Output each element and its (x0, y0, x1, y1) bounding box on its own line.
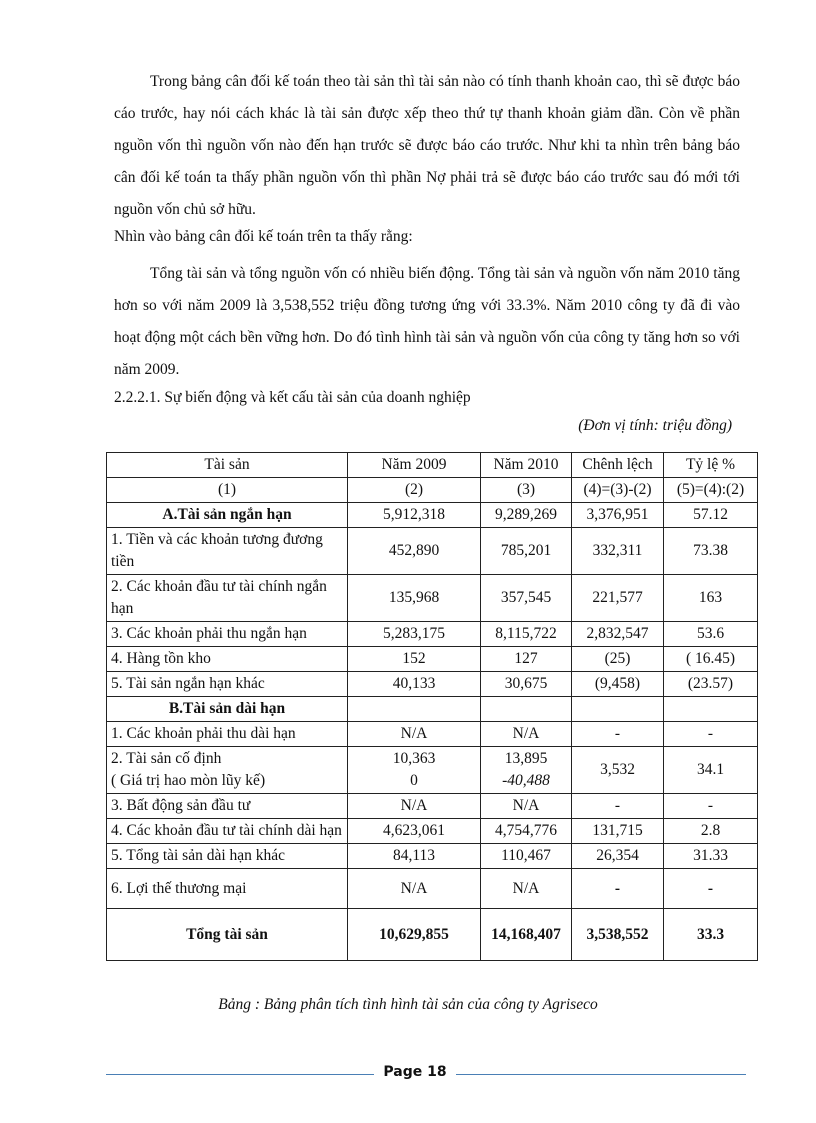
row-label: 3. Bất động sản đầu tư (107, 794, 348, 819)
subheader-cell: (3) (481, 478, 572, 503)
header-cell: Tỷ lệ % (664, 453, 758, 478)
row-label: 5. Tài sản ngắn hạn khác (107, 672, 348, 697)
cell-line: 13,895 (504, 750, 548, 767)
table-cell: 221,577 (572, 575, 664, 622)
table-cell: 3,538,552 (572, 909, 664, 961)
row-label: 1. Các khoản phải thu dài hạn (107, 722, 348, 747)
row-label: 1. Tiền và các khoản tương đương tiền (107, 528, 348, 575)
table-cell: N/A (348, 794, 481, 819)
section-heading: 2.2.2.1. Sự biến động và kết cấu tài sản của doanh nghiệp (114, 389, 471, 406)
header-cell: Năm 2009 (348, 453, 481, 478)
table-caption: Bảng : Bảng phân tích tình hình tài sản của công ty Agriseco (218, 996, 598, 1013)
table-cell: N/A (348, 869, 481, 909)
table-cell: 31.33 (664, 844, 758, 869)
table-row (107, 747, 758, 794)
cell-line: 10,363 (392, 750, 436, 767)
table-cell: (25) (572, 647, 664, 672)
subheader-cell: (4)=(3)-(2) (572, 478, 664, 503)
table-cell: 135,968 (348, 575, 481, 622)
table-row (107, 528, 758, 575)
row-label: A.Tài sản ngắn hạn (107, 503, 348, 528)
table-cell: 26,354 (572, 844, 664, 869)
row-label: 4. Các khoản đầu tư tài chính dài hạn (107, 819, 348, 844)
table-cell: (9,458) (572, 672, 664, 697)
table-cell (481, 747, 572, 794)
table-cell: 3,532 (572, 747, 664, 794)
table-subheader-row (107, 478, 758, 503)
table-header-row (107, 453, 758, 478)
table-cell: 5,283,175 (348, 622, 481, 647)
row-label-line: ( Giá trị hao mòn lũy kế) (111, 772, 266, 789)
table-cell: 3,376,951 (572, 503, 664, 528)
table-cell: N/A (481, 794, 572, 819)
table-cell: - (664, 869, 758, 909)
table-cell: 9,289,269 (481, 503, 572, 528)
row-label: 3. Các khoản phải thu ngắn hạn (107, 622, 348, 647)
table-cell: 5,912,318 (348, 503, 481, 528)
unit-note: (Đơn vị tính: triệu đồng) (578, 417, 732, 434)
table-cell: 34.1 (664, 747, 758, 794)
table-cell: 2.8 (664, 819, 758, 844)
table-cell: 2,832,547 (572, 622, 664, 647)
table-row (107, 575, 758, 622)
table-row (107, 819, 758, 844)
paragraph-liquidity-order: Trong bảng cân đối kế toán theo tài sản thì tài sản nào có tính thanh khoản cao, thì sẽ được báo cáo trước, hay nói cách khác là tài sản được xếp theo thứ tự thanh khoản giảm dần. Còn về phần nguồn vốn thì nguồn vốn nào đến hạn trước sẽ được báo cáo trước. Như khi ta nhìn trên bảng báo cân đối kế toán ta thấy phần nguồn vốn thì phần Nợ phải trả sẽ được báo cáo trước sau đó mới tới nguồn vốn chủ sở hữu. (114, 73, 740, 218)
subheader-cell: (1) (107, 478, 348, 503)
table-cell: 110,467 (481, 844, 572, 869)
table-cell: - (572, 794, 664, 819)
row-label: B.Tài sản dài hạn (107, 697, 348, 722)
row-label: 2. Các khoản đầu tư tài chính ngắn hạn (107, 575, 348, 622)
table-cell: 73.38 (664, 528, 758, 575)
table-cell: 84,113 (348, 844, 481, 869)
table-row (107, 722, 758, 747)
table-cell (348, 697, 481, 722)
table-cell: 785,201 (481, 528, 572, 575)
table-cell (664, 697, 758, 722)
table-cell: - (572, 722, 664, 747)
table-cell: 332,311 (572, 528, 664, 575)
table-row (107, 622, 758, 647)
table-row (107, 844, 758, 869)
table-cell: (23.57) (664, 672, 758, 697)
cell-line: -40,488 (502, 772, 550, 789)
table-row (107, 647, 758, 672)
table-cell: N/A (348, 722, 481, 747)
table-cell: 10,629,855 (348, 909, 481, 961)
table-cell: - (572, 869, 664, 909)
table-row-short-term-assets (107, 503, 758, 528)
subheader-cell: (2) (348, 478, 481, 503)
cell-line: 0 (410, 772, 418, 789)
table-row (107, 869, 758, 909)
table-cell: 57.12 (664, 503, 758, 528)
table-cell: 40,133 (348, 672, 481, 697)
table-cell: - (664, 794, 758, 819)
header-cell: Tài sản (107, 453, 348, 478)
table-cell (348, 747, 481, 794)
table-cell: N/A (481, 722, 572, 747)
table-cell: 4,623,061 (348, 819, 481, 844)
header-cell: Năm 2010 (481, 453, 572, 478)
table-cell: 4,754,776 (481, 819, 572, 844)
table-cell: 8,115,722 (481, 622, 572, 647)
table-cell: 53.6 (664, 622, 758, 647)
table-cell: 127 (481, 647, 572, 672)
row-label: 5. Tổng tài sản dài hạn khác (107, 844, 348, 869)
paragraph-total-change: Tổng tài sản và tổng nguồn vốn có nhiều biến động. Tổng tài sản và nguồn vốn năm 2010 tăng hơn so với năm 2009 là 3,538,552 triệu đồng tương ứng với 33.3%. Năm 2010 công ty đã đi vào hoạt động một cách bền vững hơn. Do đó tình hình tài sản và nguồn vốn của công ty tăng hơn so với năm 2009. (114, 265, 740, 378)
row-label (107, 747, 348, 794)
table-cell: 152 (348, 647, 481, 672)
header-cell: Chênh lệch (572, 453, 664, 478)
table-cell (481, 697, 572, 722)
table-row-total (107, 909, 758, 961)
row-label: Tổng tài sản (107, 909, 348, 961)
table-cell: 163 (664, 575, 758, 622)
row-label-line: 2. Tài sản cố định (111, 750, 222, 767)
table-cell: - (664, 722, 758, 747)
table-cell: 357,545 (481, 575, 572, 622)
footer-divider-right (456, 1074, 746, 1075)
table-cell: 452,890 (348, 528, 481, 575)
table-cell: 14,168,407 (481, 909, 572, 961)
table-row (107, 672, 758, 697)
table-cell: 30,675 (481, 672, 572, 697)
table-row-long-term-assets (107, 697, 758, 722)
table-cell: 131,715 (572, 819, 664, 844)
row-label: 6. Lợi thế thương mại (107, 869, 348, 909)
subheader-cell: (5)=(4):(2) (664, 478, 758, 503)
footer-divider-left (106, 1074, 374, 1075)
table-row (107, 794, 758, 819)
row-label: 4. Hàng tồn kho (107, 647, 348, 672)
table-cell: ( 16.45) (664, 647, 758, 672)
table-cell: 33.3 (664, 909, 758, 961)
page-footer (106, 1064, 746, 1086)
table-cell: N/A (481, 869, 572, 909)
asset-analysis-table (106, 452, 758, 961)
paragraph-intro-observation: Nhìn vào bảng cân đối kế toán trên ta thấy rằng: (114, 228, 413, 245)
table-cell (572, 697, 664, 722)
page-number: Page 18 (383, 1064, 447, 1080)
